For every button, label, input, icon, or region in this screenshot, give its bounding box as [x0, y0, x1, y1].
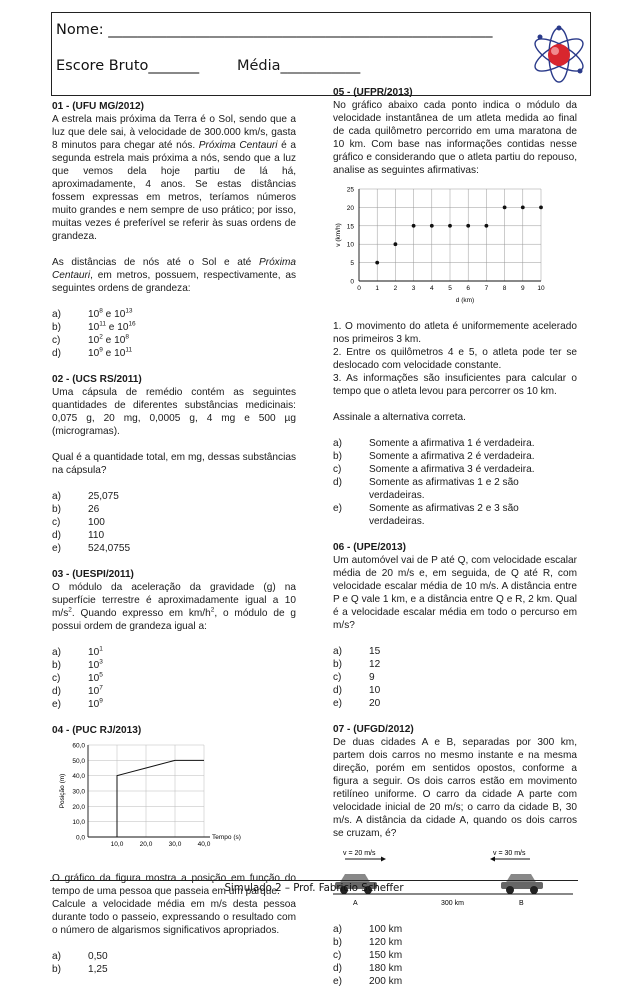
q01-title: 01 - (UFU MG/2012) [52, 101, 144, 112]
q01-p1-text: A estrela mais próxima da Terra é o Sol, sendo que a luz que dele sai, à velocidade de 300.000 km/s, gasta 8 minutos para chegar até nós. [52, 114, 296, 151]
q05-statement-1: 1. O movimento do atleta é uniformemente acelerado nos primeiros 3 km. [333, 321, 577, 345]
cars-road-figure [333, 846, 577, 910]
option-text: 120 km [369, 937, 403, 948]
q01-option-c[interactable] [52, 334, 296, 347]
y-tick-label: 40,0 [72, 773, 85, 781]
x-tick-label: 20,0 [139, 841, 153, 848]
y-tick-label: 50,0 [72, 757, 85, 765]
option-letter: b) [333, 451, 342, 462]
q01-p2-star: Próxima Centauri [52, 257, 296, 281]
data-point [448, 224, 452, 228]
q02-option-d[interactable] [52, 529, 296, 542]
q05-option-e[interactable] [333, 502, 577, 528]
x-tick-label: 10 [537, 285, 545, 292]
x-tick-label: 4 [429, 285, 434, 292]
option-letter: b) [52, 322, 61, 333]
y-tick-label: 10,0 [72, 819, 85, 827]
header-box [51, 12, 591, 96]
q05-paragraph-1: No gráfico abaixo cada ponto indica o módulo da velocidade instantânea de um atleta medida ao final de cada quilômetro percorrido em uma maratona de 10 km. Com base nas informações contidas nesse gráfico e considerando que o atleta partiu do repouso, analise as seguintes afirmativas: [333, 100, 577, 176]
q04-option-a[interactable] [52, 950, 296, 963]
q01-p1-text-2: é a segunda estrela mais próxima a nós, sendo que a luz que vemos dela hoje partiu de lá há, aproximadamente, 4 anos. Se estas distâncias fossem expressas em metros, teríamos números muito grandes e nem sempre de uso prático; por isso, muitas vezes é preferível se referir às suas ordens de grandeza. [52, 140, 296, 242]
arrow-left-head-icon [490, 857, 495, 862]
option-text: $10^7$ [88, 684, 103, 697]
q03-option-d[interactable] [52, 685, 296, 698]
option-text: Somente a afirmativa 3 é verdadeira. [369, 464, 535, 475]
q01-option-d[interactable] [52, 347, 296, 360]
option-letter: a) [333, 924, 342, 935]
q05-option-d[interactable] [333, 476, 577, 502]
option-letter: e) [333, 503, 342, 514]
q06-option-e[interactable] [333, 697, 577, 710]
q07-option-c[interactable] [333, 949, 577, 962]
q06-option-a[interactable] [333, 645, 577, 658]
x-tick-label: 7 [484, 285, 489, 292]
option-letter: a) [52, 647, 61, 658]
q07-option-d[interactable] [333, 962, 577, 975]
q02-title: 02 - (UCS RS/2011) [52, 374, 142, 385]
x-tick-label: 30,0 [168, 841, 182, 848]
velocity-a-label: v = 20 m/s [343, 850, 376, 857]
option-text: $10^8$ e $10^{13}$ [88, 307, 133, 320]
option-text: 180 km [369, 963, 403, 974]
option-text: $10^5$ [88, 671, 103, 684]
option-letter: e) [333, 698, 342, 709]
option-letter: d) [52, 348, 61, 359]
option-letter: b) [52, 504, 61, 515]
atom-logo-icon [528, 17, 590, 93]
data-point [485, 224, 489, 228]
y-tick-label: 5 [350, 260, 354, 268]
y-tick-label: 0,0 [75, 834, 85, 842]
option-text: 1,25 [88, 964, 108, 975]
position-time-chart [52, 739, 296, 859]
q05-option-b[interactable] [333, 450, 577, 463]
data-point [539, 206, 543, 210]
option-text: 100 km [369, 924, 403, 935]
data-point [521, 206, 525, 210]
q07-option-e[interactable] [333, 975, 577, 988]
option-text: 0,50 [88, 951, 108, 962]
q02-option-e[interactable] [52, 542, 296, 555]
option-text: 524,0755 [88, 543, 131, 554]
x-tick-label: 9 [520, 285, 525, 292]
x-tick-label: 3 [411, 285, 416, 292]
left-column [52, 100, 296, 976]
option-letter: c) [52, 335, 61, 346]
arrow-right-head-icon [381, 857, 386, 862]
q01-p2-text: As distâncias de nós até o Sol e até [52, 257, 259, 268]
q01-option-b[interactable] [52, 321, 296, 334]
q01-option-a[interactable] [52, 308, 296, 321]
x-tick-label: 0 [357, 285, 361, 292]
y-tick-label: 0 [350, 278, 354, 286]
data-point [394, 242, 398, 246]
q03-option-b[interactable] [52, 659, 296, 672]
x-tick-label: 1 [375, 285, 380, 292]
option-text: Somente a afirmativa 1 é verdadeira. [369, 438, 535, 449]
option-text: 200 km [369, 976, 403, 987]
option-letter: e) [52, 543, 61, 554]
q02-option-a[interactable] [52, 490, 296, 503]
option-text: 100 [88, 517, 105, 528]
option-letter: a) [52, 309, 61, 320]
option-text: 12 [369, 659, 381, 670]
option-letter: d) [333, 477, 342, 488]
option-letter: a) [333, 438, 342, 449]
q05-option-a[interactable] [333, 437, 577, 450]
option-text: Somente a afirmativa 2 é verdadeira. [369, 451, 535, 462]
q05-title: 05 - (UFPR/2013) [333, 87, 413, 98]
y-tick-label: 30,0 [72, 788, 85, 796]
data-point [430, 224, 434, 228]
option-letter: b) [52, 660, 61, 671]
option-text: 26 [88, 504, 100, 515]
q07-option-b[interactable] [333, 936, 577, 949]
option-text: $10^3$ [88, 658, 103, 671]
data-point [412, 224, 416, 228]
velocity-distance-chart [333, 181, 577, 307]
q07-paragraph-1: De duas cidades A e B, separadas por 300 km, partem dois carros no mesmo instante e na mesma direção, porém em sentidos opostos, conforme a figura a seguir. Os dois carros estão em movimento retilíneo uniforme. O carro da cidade A parte com velocidade inicial de 20 m/s; o carro da cidade B, 30 m/s. A distância da cidade A, quando os dois carros se cruzam, é? [333, 737, 577, 839]
y-tick-label: 25 [346, 186, 354, 194]
option-letter: d) [52, 530, 61, 541]
q04-option-b[interactable] [52, 963, 296, 976]
q03-option-c[interactable] [52, 672, 296, 685]
city-a-label: A [353, 900, 358, 907]
x-tick-label: 40,0 [197, 841, 211, 848]
q03-option-e[interactable] [52, 698, 296, 711]
q02-option-b[interactable] [52, 503, 296, 516]
x-tick-label: 6 [466, 285, 471, 292]
q02-option-c[interactable] [52, 516, 296, 529]
option-text: $10^1$ [88, 645, 103, 658]
option-text: $10^2$ e $10^8$ [88, 333, 129, 346]
x-tick-label: 8 [502, 285, 507, 292]
option-letter: d) [52, 686, 61, 697]
q04-paragraph-1: O gráfico da figura mostra a posição em função do tempo de uma pessoa que passeia em um parque. [52, 873, 296, 897]
data-point [375, 261, 379, 265]
option-text: 10 [369, 685, 381, 696]
option-letter: d) [333, 685, 342, 696]
option-text: 9 [369, 672, 375, 683]
option-text: 15 [369, 646, 381, 657]
y-tick-label: 20 [346, 204, 354, 212]
option-text: $10^9$ e $10^{11}$ [88, 346, 133, 359]
q07-option-a[interactable] [333, 923, 577, 936]
option-text: $10^9$ [88, 697, 103, 710]
option-letter: b) [52, 964, 61, 975]
option-letter: b) [333, 937, 342, 948]
option-letter: c) [52, 673, 61, 684]
q06-option-d[interactable] [333, 684, 577, 697]
x-tick-label: 10,0 [110, 841, 124, 848]
q04-title: 04 - (PUC RJ/2013) [52, 725, 142, 736]
q01-paragraph-2 [52, 256, 296, 295]
city-b-label: B [519, 900, 524, 907]
option-text: $10^{11}$ e $10^{16}$ [88, 320, 136, 333]
option-letter: c) [52, 517, 61, 528]
q05-statement-2: 2. Entre os quilômetros 4 e 5, o atleta pode ter se deslocado com velocidade constante. [333, 347, 577, 371]
option-letter: b) [333, 659, 342, 670]
option-letter: d) [333, 963, 342, 974]
option-letter: e) [52, 699, 61, 710]
y-axis-label: v (km/h) [335, 223, 342, 247]
name-field: Nome: _____________________________________________________ [56, 22, 493, 38]
y-tick-label: 20,0 [72, 803, 85, 811]
x-tick-label: 2 [393, 285, 398, 292]
q04-paragraph-2: Calcule a velocidade média em m/s desta pessoa durante todo o passeio, expressando o resultado com o número de algarismos significativos apropriados. [52, 899, 296, 936]
q07-title: 07 - (UFGD/2012) [333, 724, 414, 735]
q02-paragraph-1: Uma cápsula de remédio contém as seguintes quantidades de diferentes substâncias medicinais: 0,075 g, 20 mg, 0,0005 g, 4 mg e 500 µg (microgramas). [52, 387, 296, 437]
option-text: Somente as afirmativas 1 e 2 são verdadeiras. [369, 477, 519, 501]
x-axis-label: d (km) [455, 297, 475, 304]
x-tick-label: 5 [448, 285, 452, 292]
distance-label: 300 km [441, 900, 464, 907]
q03-paragraph-1: O módulo da aceleração da gravidade (g) na superfície terrestre é aproximadamente igual a 10 $m/s^2$. Quando expresso em $km/h^2$, o módulo de g possui ordem de grandeza igual a: [52, 582, 296, 632]
option-letter: c) [333, 464, 342, 475]
score-field: Escore Bruto_______ [56, 58, 200, 74]
q05-option-c[interactable] [333, 463, 577, 476]
average-field: Média___________ [237, 58, 361, 74]
q06-option-b[interactable] [333, 658, 577, 671]
option-letter: a) [52, 491, 61, 502]
option-letter: c) [333, 672, 342, 683]
option-letter: c) [333, 950, 342, 961]
option-letter: e) [333, 976, 342, 987]
option-letter: a) [333, 646, 342, 657]
option-text: 25,075 [88, 491, 119, 502]
y-tick-label: 60,0 [72, 742, 85, 750]
y-axis-label: Posição (m) [59, 773, 66, 809]
data-point [503, 206, 507, 210]
q03-title: 03 - (UESPI/2011) [52, 569, 134, 580]
option-text: Somente as afirmativas 2 e 3 são verdadeiras. [369, 503, 519, 527]
velocity-b-label: v = 30 m/s [493, 850, 526, 857]
q01-paragraph-1 [52, 113, 296, 243]
q06-title: 06 - (UPE/2013) [333, 542, 406, 553]
q01-p1-star: Próxima Centauri [198, 140, 278, 151]
q03-option-a[interactable] [52, 646, 296, 659]
right-column [333, 86, 577, 988]
y-tick-label: 10 [346, 241, 354, 249]
footer: Simulado 2 – Prof. Fabricio Scheffer [50, 880, 578, 894]
y-tick-label: 15 [346, 223, 354, 231]
q06-option-c[interactable] [333, 671, 577, 684]
q06-paragraph-1: Um automóvel vai de P até Q, com velocidade escalar média de 20 m/s e, em seguida, de Q até R, com velocidade escalar média de 10 m/s. A distância entre P e Q vale 1 km, e a distância entre Q e R, 2 km. Qual é a velocidade escalar média em todo o percurso em m/s? [333, 555, 577, 631]
option-text: 20 [369, 698, 381, 709]
x-axis-label: Tempo (s) [212, 834, 241, 841]
q05-instruction: Assinale a alternativa correta. [333, 412, 466, 423]
q02-paragraph-2: Qual é a quantidade total, em mg, dessas substâncias na cápsula? [52, 452, 296, 476]
data-point [466, 224, 470, 228]
option-text: 110 [88, 530, 105, 541]
q01-p2-text-2: , em metros, possuem, respectivamente, as seguintes ordens de grandeza: [52, 270, 296, 294]
q05-statement-3: 3. As informações são insuficientes para calcular o tempo que o atleta levou para percorrer os 10 km. [333, 373, 577, 397]
option-text: 150 km [369, 950, 403, 961]
option-letter: a) [52, 951, 61, 962]
